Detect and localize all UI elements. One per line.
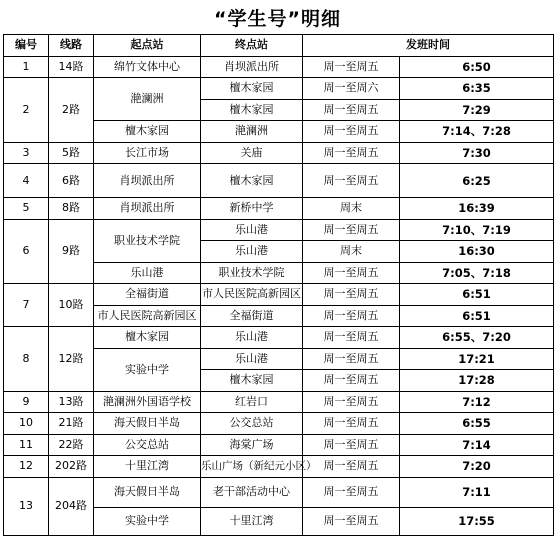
cell-end: 檀木家园 [201,99,303,121]
cell-end: 公交总站 [201,413,303,435]
cell-time: 7:29 [400,99,554,121]
cell-num: 9 [4,391,49,413]
header-num: 编号 [4,35,49,57]
cell-route: 14路 [49,56,94,78]
cell-days: 周末 [303,198,400,220]
cell-route: 10路 [49,284,94,327]
cell-route: 13路 [49,391,94,413]
cell-start: 檀木家园 [94,327,201,349]
cell-days: 周一至周五 [303,99,400,121]
cell-end: 全福街道 [201,305,303,327]
cell-days: 周一至周五 [303,121,400,143]
cell-time: 16:39 [400,198,554,220]
cell-start: 十里江湾 [94,456,201,478]
cell-start: 职业技术学院 [94,219,201,262]
cell-time: 6:55 [400,413,554,435]
cell-route: 6路 [49,164,94,198]
cell-days: 周一至周六 [303,78,400,100]
cell-days: 周一至周五 [303,219,400,241]
cell-start: 檀木家园 [94,121,201,143]
table-row [4,219,554,241]
cell-num: 3 [4,142,49,164]
cell-num: 8 [4,327,49,392]
cell-num: 12 [4,456,49,478]
table-row [4,164,554,198]
table-row [4,56,554,78]
cell-start: 肖坝派出所 [94,198,201,220]
cell-time: 7:10、7:19 [400,219,554,241]
table-row [4,78,554,100]
cell-num: 11 [4,434,49,456]
cell-end: 老干部活动中心 [201,477,303,507]
table-row [4,456,554,478]
cell-time: 6:51 [400,284,554,306]
cell-start: 乐山港 [94,262,201,284]
cell-days: 周一至周五 [303,56,400,78]
cell-route: 204路 [49,477,94,535]
cell-time: 7:05、7:18 [400,262,554,284]
table-row [4,284,554,306]
cell-days: 周一至周五 [303,305,400,327]
cell-route: 8路 [49,198,94,220]
cell-start: 公交总站 [94,434,201,456]
table-row [4,142,554,164]
cell-start: 长江市场 [94,142,201,164]
cell-days: 周一至周五 [303,434,400,456]
cell-end: 乐山港 [201,241,303,263]
cell-end: 乐山港 [201,219,303,241]
table-row [4,198,554,220]
cell-end: 新桥中学 [201,198,303,220]
cell-start: 实验中学 [94,507,201,535]
cell-end: 檀木家园 [201,370,303,392]
cell-end: 檀木家园 [201,164,303,198]
cell-days: 周一至周五 [303,391,400,413]
cell-start: 滟澜洲 [94,78,201,121]
cell-route: 9路 [49,219,94,284]
cell-num: 5 [4,198,49,220]
table-row [4,391,554,413]
cell-time: 7:30 [400,142,554,164]
cell-time: 17:28 [400,370,554,392]
cell-days: 周一至周五 [303,164,400,198]
cell-start: 绵竹文体中心 [94,56,201,78]
cell-days: 周一至周五 [303,507,400,535]
cell-end: 十里江湾 [201,507,303,535]
header-time: 发班时间 [303,35,554,57]
cell-route: 2路 [49,78,94,143]
cell-days: 周一至周五 [303,284,400,306]
page-title: “学生号”明细 [214,8,341,30]
cell-time: 17:55 [400,507,554,535]
cell-num: 7 [4,284,49,327]
header-row [4,35,554,57]
cell-end: 关庙 [201,142,303,164]
cell-end: 海棠广场 [201,434,303,456]
bus-schedule-table [3,34,554,536]
cell-num: 1 [4,56,49,78]
cell-start: 实验中学 [94,348,201,391]
cell-end: 红岩口 [201,391,303,413]
cell-route: 12路 [49,327,94,392]
table-row [4,434,554,456]
cell-end: 职业技术学院 [201,262,303,284]
cell-num: 2 [4,78,49,143]
cell-start: 市人民医院高新园区 [94,305,201,327]
cell-days: 周一至周五 [303,370,400,392]
table-row [4,327,554,349]
cell-time: 7:20 [400,456,554,478]
cell-end: 乐山港 [201,348,303,370]
cell-end: 肖坝派出所 [201,56,303,78]
header-route: 线路 [49,35,94,57]
cell-days: 周一至周五 [303,327,400,349]
cell-end: 滟澜洲 [201,121,303,143]
cell-time: 17:21 [400,348,554,370]
cell-time: 7:14 [400,434,554,456]
cell-route: 22路 [49,434,94,456]
table-row [4,413,554,435]
cell-end: 檀木家园 [201,78,303,100]
header-end: 终点站 [201,35,303,57]
cell-end: 市人民医院高新园区 [201,284,303,306]
cell-num: 6 [4,219,49,284]
cell-days: 周一至周五 [303,262,400,284]
cell-time: 6:50 [400,56,554,78]
cell-days: 周一至周五 [303,456,400,478]
cell-num: 13 [4,477,49,535]
cell-num: 4 [4,164,49,198]
cell-start: 滟澜洲外国语学校 [94,391,201,413]
cell-num: 10 [4,413,49,435]
cell-time: 6:35 [400,78,554,100]
cell-days: 周末 [303,241,400,263]
cell-start: 海天假日半岛 [94,477,201,507]
cell-days: 周一至周五 [303,413,400,435]
cell-start: 海天假日半岛 [94,413,201,435]
table-row [4,477,554,507]
cell-days: 周一至周五 [303,477,400,507]
cell-time: 16:30 [400,241,554,263]
cell-end: 乐山港 [201,327,303,349]
cell-start: 肖坝派出所 [94,164,201,198]
cell-time: 7:14、7:28 [400,121,554,143]
cell-days: 周一至周五 [303,142,400,164]
cell-start: 全福街道 [94,284,201,306]
cell-route: 21路 [49,413,94,435]
cell-time: 6:51 [400,305,554,327]
cell-route: 5路 [49,142,94,164]
cell-days: 周一至周五 [303,348,400,370]
cell-end: 乐山广场（新纪元小区） [201,456,303,478]
header-start: 起点站 [94,35,201,57]
cell-route: 202路 [49,456,94,478]
cell-time: 7:12 [400,391,554,413]
cell-time: 6:55、7:20 [400,327,554,349]
cell-time: 7:11 [400,477,554,507]
cell-time: 6:25 [400,164,554,198]
